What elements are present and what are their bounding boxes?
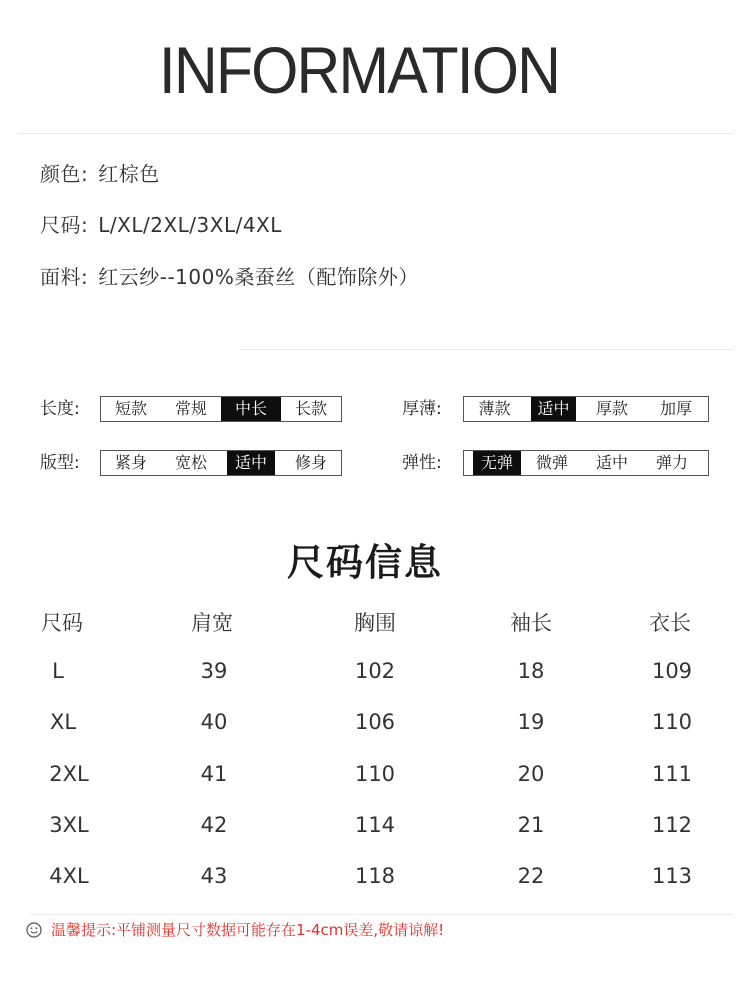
attr-option-selected: 中长 [221, 397, 281, 421]
table-cell: 113 [651, 864, 693, 888]
table-header: 肩宽 [191, 611, 233, 635]
attr-option: 常规 [174, 399, 207, 418]
attr-option: 宽松 [174, 453, 207, 472]
size-section-title: 尺码信息 [287, 541, 443, 584]
attr-options [463, 396, 709, 422]
info-value: 红云纱--100%桑蚕丝（配饰除外） [98, 265, 419, 289]
divider [30, 914, 733, 915]
table-cell: XL [49, 710, 77, 734]
tip-text: 温馨提示:平铺测量尺寸数据可能存在1-4cm误差,敬请谅解! [51, 921, 445, 939]
info-size-row [40, 209, 282, 238]
info-label: 颜色: [40, 162, 89, 186]
table-cell: 3XL [49, 813, 89, 837]
attr-option: 修身 [294, 453, 327, 472]
info-value: 红棕色 [98, 162, 160, 186]
attr-options [100, 450, 342, 476]
attr-option-selected: 适中 [227, 451, 275, 475]
table-cell: 19 [517, 710, 545, 734]
table-header: 胸围 [354, 611, 396, 635]
table-cell: 4XL [49, 864, 89, 888]
table-cell: 111 [651, 762, 693, 786]
attr-option: 加厚 [659, 399, 692, 418]
table-cell: 22 [517, 864, 545, 888]
table-header: 衣长 [649, 611, 691, 635]
attr-options [463, 450, 709, 476]
page-title: INFORMATION [158, 33, 560, 107]
table-cell: 112 [651, 813, 693, 837]
attr-options [100, 396, 342, 422]
attr-option: 弹力 [655, 453, 688, 472]
table-cell: 109 [651, 659, 693, 683]
attr-label: 弹性: [402, 453, 442, 473]
table-cell: 114 [354, 813, 396, 837]
table-cell: 118 [354, 864, 396, 888]
info-value: L/XL/2XL/3XL/4XL [98, 213, 282, 237]
table-cell: 21 [517, 813, 545, 837]
attr-label: 版型: [40, 453, 80, 473]
table-cell: 40 [200, 710, 228, 734]
warm-tip [26, 919, 444, 940]
info-fabric-row [40, 261, 419, 290]
info-color-row [40, 158, 160, 187]
attr-label: 长度: [40, 399, 80, 419]
table-cell: L [52, 659, 64, 683]
attr-option: 长款 [294, 399, 327, 418]
attr-option: 紧身 [114, 453, 147, 472]
attr-label: 厚薄: [402, 399, 442, 419]
table-cell: 102 [354, 659, 396, 683]
attr-option: 厚款 [595, 399, 628, 418]
table-cell: 39 [200, 659, 228, 683]
smiley-icon [26, 922, 42, 938]
attr-option: 薄款 [478, 399, 511, 418]
attr-option: 适中 [595, 453, 628, 472]
divider [240, 349, 733, 350]
table-cell: 43 [200, 864, 228, 888]
table-cell: 20 [517, 762, 545, 786]
attr-option: 短款 [114, 399, 147, 418]
table-cell: 41 [200, 762, 228, 786]
attr-option-selected: 适中 [531, 397, 576, 421]
table-cell: 18 [517, 659, 545, 683]
table-cell: 110 [354, 762, 396, 786]
divider [18, 133, 733, 134]
table-cell: 110 [651, 710, 693, 734]
table-cell: 42 [200, 813, 228, 837]
attr-option: 微弹 [535, 453, 568, 472]
info-label: 面料: [40, 265, 89, 289]
table-cell: 2XL [49, 762, 89, 786]
attr-option-selected: 无弹 [473, 451, 521, 475]
info-label: 尺码: [40, 213, 89, 237]
table-header: 尺码 [41, 611, 83, 635]
table-header: 袖长 [510, 611, 552, 635]
table-cell: 106 [354, 710, 396, 734]
